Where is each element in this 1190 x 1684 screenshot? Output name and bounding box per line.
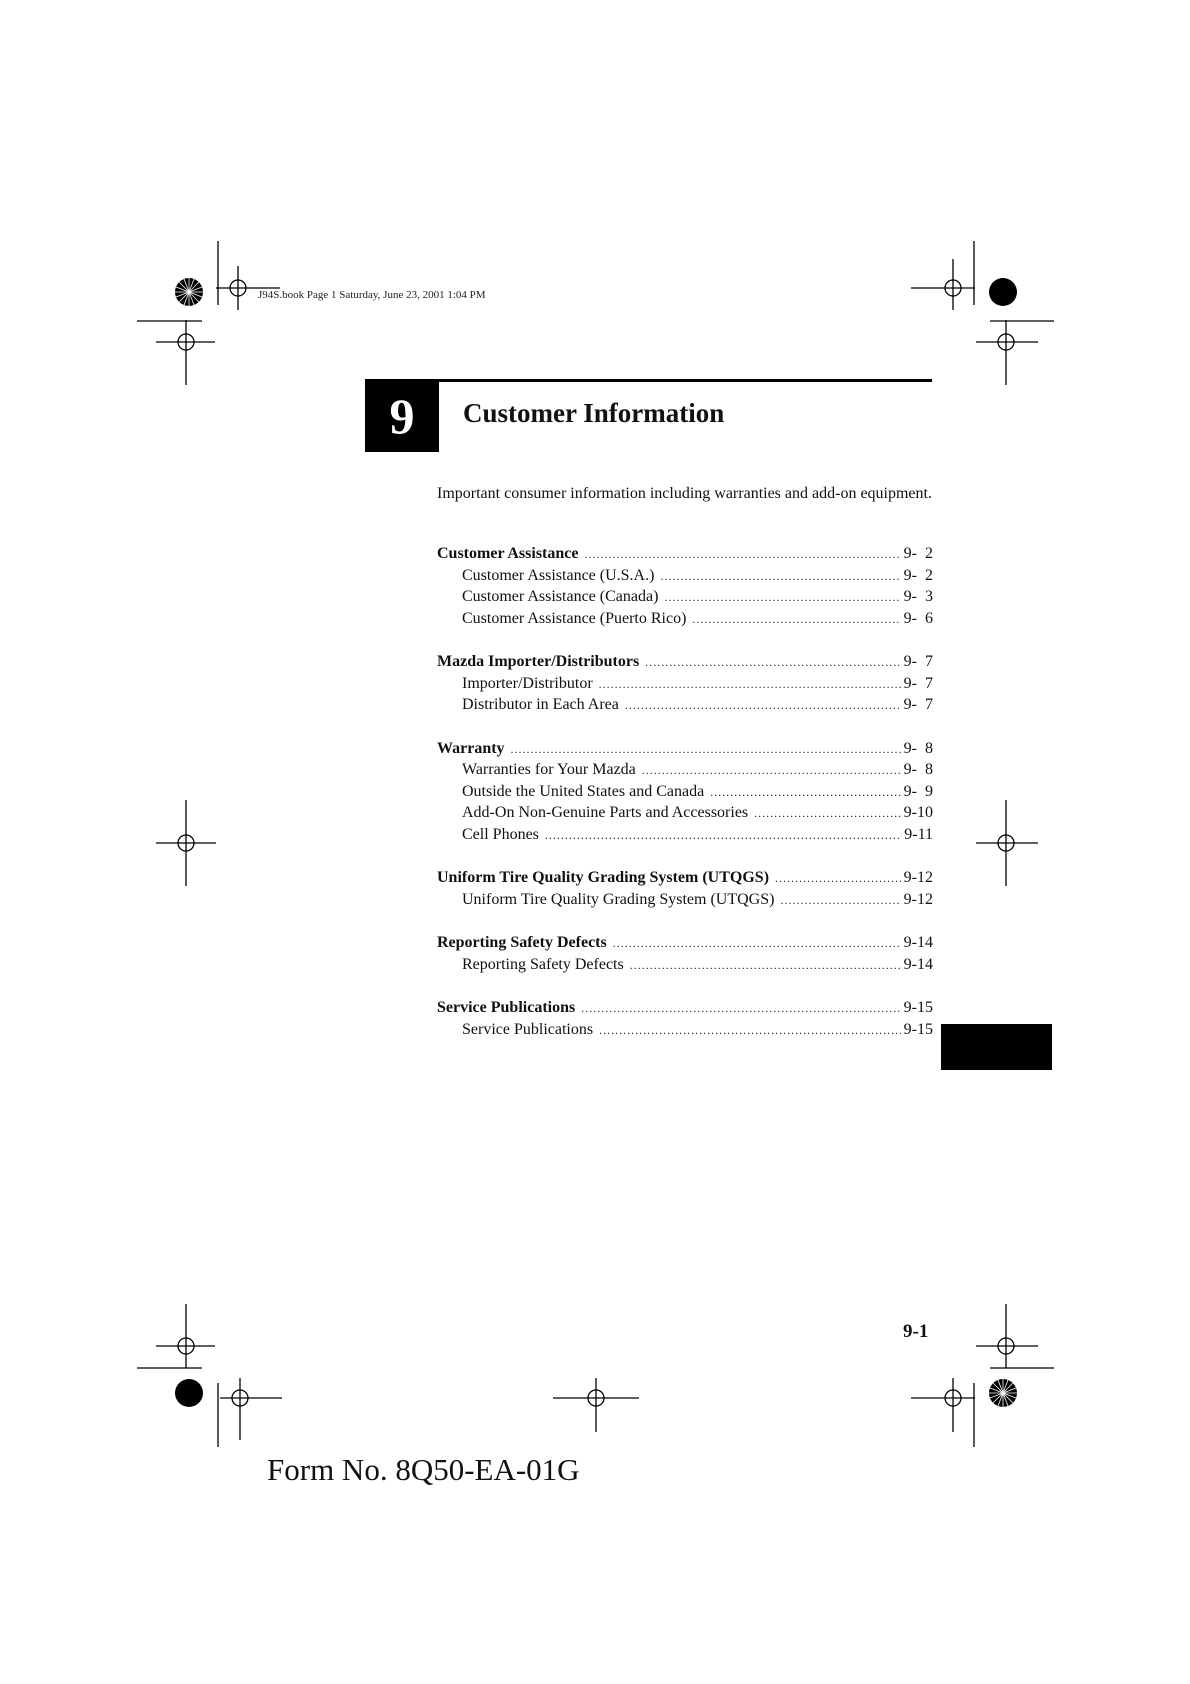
toc-leader-dots	[780, 893, 900, 908]
toc-leader-dots	[660, 569, 900, 584]
toc-entry-title: Uniform Tire Quality Grading System (UTQGS)	[462, 890, 775, 908]
toc-entry-title: Reporting Safety Defects	[462, 955, 624, 973]
toc-leader-dots	[584, 547, 900, 562]
toc-entry-title: Add-On Non-Genuine Parts and Accessories	[462, 804, 749, 821]
toc-page-ref: 9-14	[903, 955, 933, 973]
form-number: Form No. 8Q50-EA-01G	[267, 1452, 580, 1487]
registration-mark	[911, 1378, 975, 1432]
toc-section	[437, 545, 933, 631]
toc-page-ref: 9- 6	[903, 609, 933, 627]
toc-page-ref: 9- 8	[903, 761, 933, 778]
toc-entry-title: Cell Phones	[462, 825, 539, 843]
toc-leader-dots	[625, 698, 901, 713]
toc-entry-title: Outside the United States and Canada	[462, 782, 705, 800]
toc-entry[interactable]	[437, 804, 933, 826]
book-header-line: J94S.book Page 1 Saturday, June 23, 2001 1:04 PM	[258, 289, 486, 301]
starburst-mark	[175, 278, 203, 306]
toc-section	[437, 934, 933, 977]
toc-leader-dots	[642, 763, 901, 778]
toc-section-heading[interactable]	[437, 545, 933, 567]
toc-page-ref: 9-11	[904, 825, 933, 843]
toc-entry-title: Importer/Distributor	[462, 674, 593, 692]
toc-entry-title: Distributor in Each Area	[462, 696, 619, 713]
toc-leader-dots	[581, 1001, 900, 1016]
toc-section	[437, 740, 933, 848]
toc-section	[437, 869, 933, 912]
toc-leader-dots	[511, 742, 901, 757]
solid-dot-mark	[989, 278, 1017, 306]
toc-leader-dots	[599, 1023, 901, 1038]
registration-mark	[156, 320, 215, 385]
toc-leader-dots	[545, 828, 901, 843]
toc-entry[interactable]	[437, 1021, 933, 1043]
toc-entry[interactable]	[437, 567, 933, 589]
toc-page-ref: 9- 7	[903, 696, 933, 713]
registration-mark	[553, 1378, 639, 1432]
registration-mark	[911, 259, 975, 310]
toc-section-heading[interactable]	[437, 653, 933, 675]
toc-entry-title: Uniform Tire Quality Grading System (UTQGS)	[437, 869, 770, 886]
toc-entry[interactable]	[437, 783, 933, 805]
toc-page-ref: 9- 9	[903, 782, 933, 800]
page-number: 9-1	[903, 1321, 929, 1342]
starburst-mark	[989, 1379, 1017, 1407]
toc-entry[interactable]	[437, 761, 933, 783]
toc-entry[interactable]	[437, 675, 933, 697]
toc-section	[437, 653, 933, 718]
chapter-number: 9	[389, 387, 415, 444]
solid-dot-mark	[175, 1379, 203, 1407]
registration-mark	[220, 1378, 282, 1440]
toc-entry-title: Mazda Importer/Distributors	[437, 653, 640, 670]
toc-section	[437, 999, 933, 1042]
toc-page-ref: 9-10	[903, 804, 933, 821]
toc-leader-dots	[630, 958, 901, 973]
toc-entry-title: Service Publications	[437, 999, 576, 1016]
toc-page-ref: 9-12	[903, 869, 933, 886]
toc-page-ref: 9-12	[903, 890, 933, 908]
chapter-number-box	[365, 379, 439, 452]
toc-page-ref: 9- 2	[903, 566, 933, 584]
toc-leader-dots	[664, 590, 900, 605]
toc-entry-title: Reporting Safety Defects	[437, 934, 607, 951]
toc-leader-dots	[692, 612, 900, 627]
table-of-contents	[437, 545, 933, 1064]
toc-page-ref: 9- 7	[903, 674, 933, 692]
toc-leader-dots	[710, 785, 901, 800]
registration-mark	[156, 1304, 215, 1368]
toc-entry[interactable]	[437, 826, 933, 848]
registration-mark	[976, 1304, 1038, 1368]
chapter-title: Customer Information	[463, 398, 725, 428]
chapter-side-tab	[941, 1024, 1052, 1070]
toc-page-ref: 9-15	[903, 1020, 933, 1038]
registration-mark	[156, 800, 216, 886]
toc-leader-dots	[754, 806, 901, 821]
toc-leader-dots	[645, 655, 900, 670]
toc-leader-dots	[599, 677, 901, 692]
toc-section-heading[interactable]	[437, 999, 933, 1021]
toc-entry-title: Warranty	[437, 739, 505, 757]
registration-mark	[976, 800, 1038, 886]
toc-entry-title: Customer Assistance (Canada)	[462, 588, 659, 605]
chapter-intro: Important consumer information including warranties and add-on equipment.	[437, 485, 932, 502]
chapter-rule	[365, 379, 932, 382]
toc-entry[interactable]	[437, 588, 933, 610]
toc-entry-title: Service Publications	[462, 1020, 594, 1038]
toc-leader-dots	[775, 871, 901, 886]
toc-page-ref: 9- 7	[903, 653, 933, 670]
toc-page-ref: 9-15	[903, 999, 933, 1016]
toc-entry-title: Customer Assistance (Puerto Rico)	[462, 609, 687, 627]
toc-section-heading[interactable]	[437, 869, 933, 891]
toc-page-ref: 9- 8	[903, 739, 933, 757]
toc-entry-title: Warranties for Your Mazda	[462, 761, 636, 778]
toc-entry-title: Customer Assistance (U.S.A.)	[462, 566, 655, 584]
toc-entry[interactable]	[437, 610, 933, 632]
toc-entry-title: Customer Assistance	[437, 545, 579, 562]
toc-page-ref: 9- 2	[903, 545, 933, 562]
toc-entry[interactable]	[437, 891, 933, 913]
toc-leader-dots	[613, 936, 901, 951]
toc-page-ref: 9-14	[903, 934, 933, 951]
registration-mark	[976, 320, 1038, 385]
toc-page-ref: 9- 3	[903, 588, 933, 605]
toc-section-heading[interactable]	[437, 740, 933, 762]
registration-mark	[216, 266, 280, 310]
toc-section-heading[interactable]	[437, 934, 933, 956]
toc-entry[interactable]	[437, 696, 933, 718]
toc-entry[interactable]	[437, 956, 933, 978]
